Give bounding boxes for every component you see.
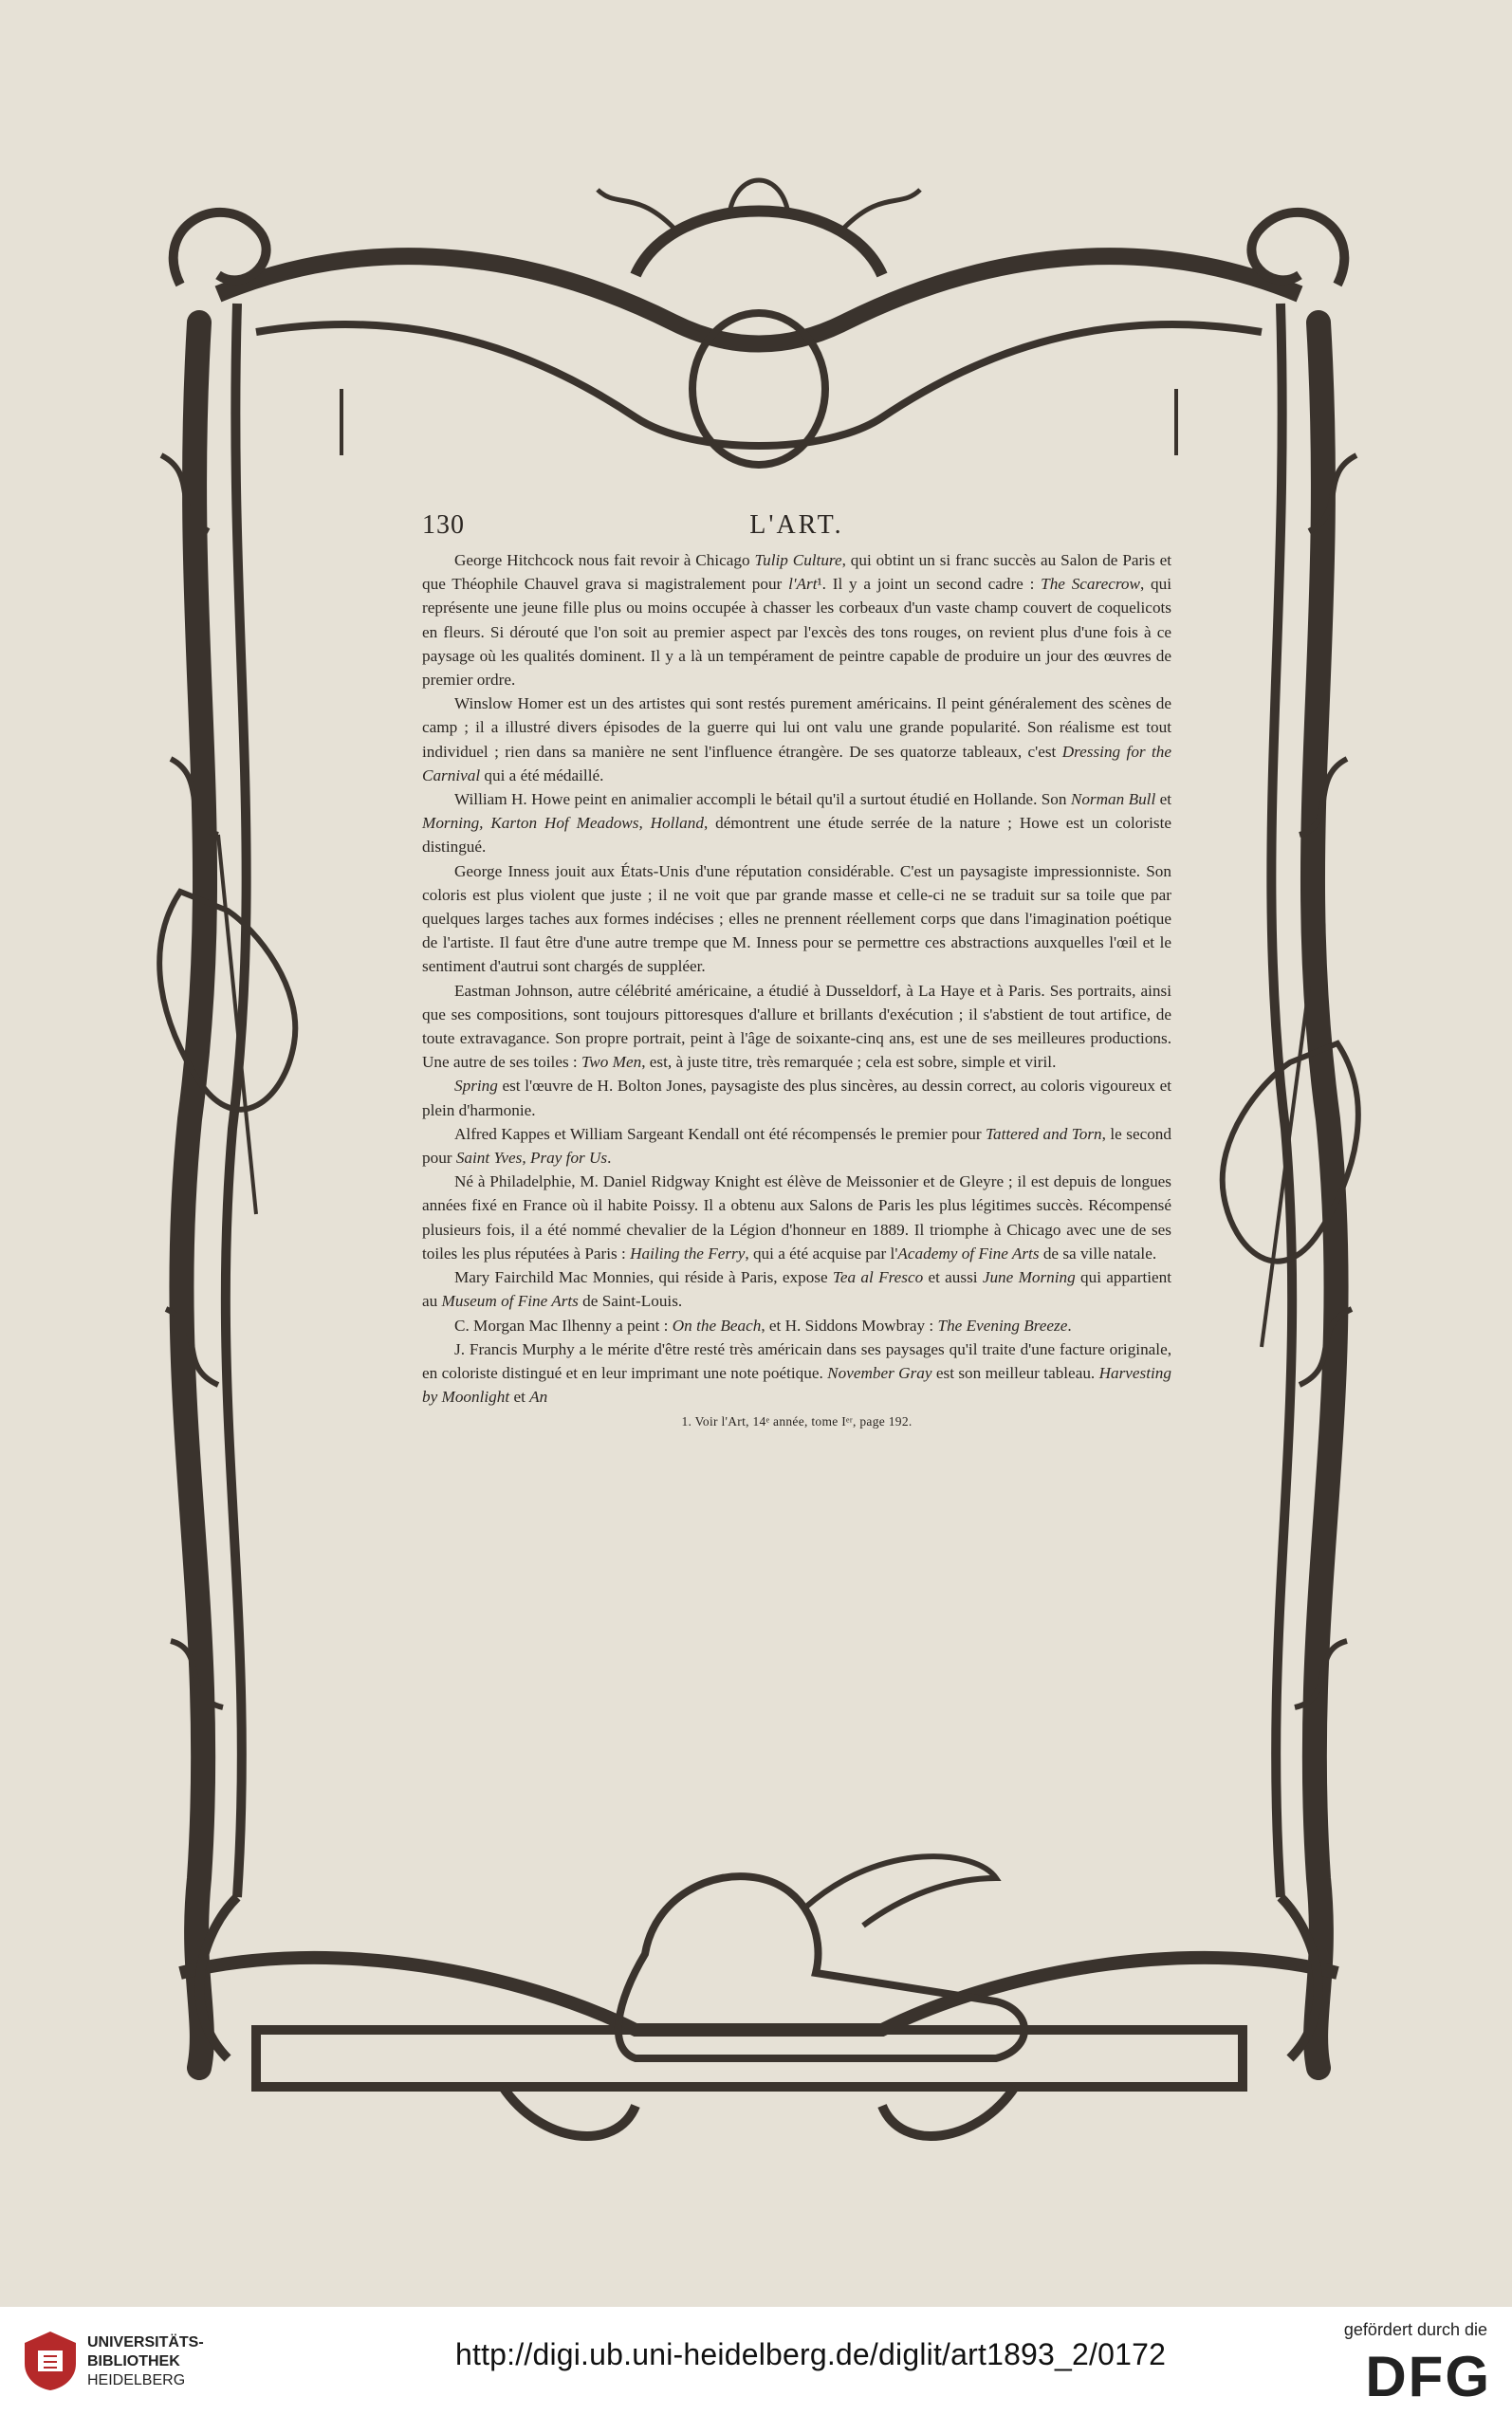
institution-line-1: UNIVERSITÄTS-	[87, 2334, 204, 2350]
source-url-link[interactable]: http://digi.ub.uni-heidelberg.de/diglit/art1893_2/0172	[455, 2337, 1167, 2371]
article-paragraph	[422, 1074, 1171, 1121]
text-run: William H. Howe peint en animalier accompli le bétail qu'il a surtout étudié en Hollande. Son	[454, 790, 1071, 809]
text-run: , est, à juste titre, très remarquée ; cela est sobre, simple et viril.	[641, 1053, 1057, 1072]
italic-title: Tattered and Torn	[986, 1124, 1102, 1143]
italic-title: Academy of Fine Arts	[897, 1244, 1040, 1263]
institution-name	[87, 2333, 204, 2390]
text-run: qui appartient au	[422, 1268, 1171, 1311]
article-paragraph	[422, 1122, 1171, 1170]
article-paragraph	[422, 979, 1171, 1075]
italic-title: l'Art	[788, 575, 818, 594]
italic-title: Morning, Karton Hof Meadows, Holland	[422, 814, 704, 833]
italic-title: The Evening Breeze	[937, 1316, 1068, 1335]
text-run: de sa ville natale.	[1039, 1244, 1157, 1263]
italic-title: Hailing the Ferry	[630, 1244, 746, 1263]
footnote: 1. Voir l'Art, 14ᵉ année, tome Iᵉʳ, page 192.	[681, 1414, 913, 1429]
article-paragraph	[422, 1314, 1171, 1337]
text-run: Eastman Johnson, autre célébrité américaine, a étudié à Dusseldorf, à La Haye et à Paris. Ses portraits, ainsi que ses compositions, sont toujours pittoresques d'allure et brillants d'exécution ; il s'abstient de tout artifice, de toute extravagance. Son propre portrait, peint à l'âge de soixante-cinq ans, est une de ses meilleures productions. Une autre de ses toiles :	[422, 981, 1171, 1072]
text-run: ¹. Il y a joint un second cadre :	[817, 575, 1042, 594]
text-run: et	[509, 1388, 530, 1407]
article-paragraph	[422, 1265, 1171, 1313]
text-run: qui a été médaillé.	[480, 765, 604, 784]
article-paragraph	[422, 1337, 1171, 1410]
text-run: Né à Philadelphie, M. Daniel Ridgway Knight est élève de Meissonier et de Gleyre ; il est depuis de longues années fixé en France où il habite Poissy. Il a obtenu aux Salons de Paris les plus légitimes succès. Récompensé plusieurs fois, il a été nommé chevalier de la Légion d'honneur en 1889. Il triomphe à Chicago avec une de ses toiles les plus réputées à Paris :	[422, 1172, 1171, 1263]
text-run: Mary Fairchild Mac Monnies, qui réside à Paris, expose	[454, 1268, 833, 1287]
italic-title: An	[529, 1388, 548, 1407]
text-run: est son meilleur tableau.	[931, 1363, 1099, 1382]
italic-title: Tea al Fresco	[832, 1268, 924, 1287]
text-run: de Saint-Louis.	[578, 1292, 683, 1311]
italic-title: June Morning	[982, 1268, 1076, 1287]
text-run: , démontrent une étude serrée de la nature ; Howe est un coloriste distingué.	[422, 814, 1171, 857]
italic-title: Two Men	[581, 1053, 642, 1072]
text-run: George Hitchcock nous fait revoir à Chicago	[454, 551, 755, 569]
italic-title: November Gray	[827, 1363, 932, 1382]
text-run: Winslow Homer est un des artistes qui sont restés purement américains. Il peint généralement des scènes de camp ; il a illustré divers épisodes de la guerre qui lui ont valu une grande popularité. Son réalisme est tout individuel ; rien dans sa manière ne sent l'influence étrangère. De ses quatorze tableaux, c'est	[422, 694, 1171, 761]
institution-line-2: BIBLIOTHEK	[87, 2353, 180, 2369]
text-run: Alfred Kappes et William Sargeant Kendall ont été récompensés le premier pour	[454, 1124, 986, 1143]
text-run: , le second pour	[422, 1124, 1171, 1168]
text-run: .	[1067, 1316, 1072, 1335]
university-seal-icon	[21, 2330, 80, 2392]
text-run: C. Morgan Mac Ilhenny a peint :	[454, 1316, 673, 1335]
text-run: , qui représente une jeune fille plus ou moins occupée à chasser les corbeaux d'un vaste champ couvert de coquelicots en fleurs. Si dérouté que l'on soit au premier aspect par l'excès des tons rouges, on revient plus d'une fois à ce paysage où les qualités dominent. Il y a là un tempérament de peintre capable de produire un jour des œuvres de premier ordre.	[422, 575, 1171, 690]
article-body	[422, 548, 1171, 1409]
italic-title: Dressing for the Carnival	[422, 742, 1171, 784]
text-run: et	[1155, 790, 1172, 809]
italic-title: Saint Yves, Pray for Us	[455, 1149, 608, 1168]
text-run: J. Francis Murphy a le mérite d'être resté très américain dans ses paysages qu'il traite d'une facture originale, en coloriste distingué et en leur imprimant une note poétique.	[422, 1339, 1171, 1382]
article-paragraph	[422, 691, 1171, 787]
page-number: 130	[422, 510, 465, 540]
viewer-footer	[0, 2307, 1512, 2415]
italic-title: Museum of Fine Arts	[441, 1292, 579, 1311]
italic-title: Harvesting by Moonlight	[422, 1363, 1171, 1407]
italic-title: Spring	[454, 1077, 498, 1096]
running-title: L'ART.	[749, 510, 844, 540]
running-head	[422, 510, 1171, 544]
text-run: , qui a été acquise par l'	[745, 1244, 898, 1263]
text-block	[422, 510, 1171, 1668]
dfg-logo: DFG	[1365, 2345, 1491, 2408]
text-run: est l'œuvre de H. Bolton Jones, paysagiste des plus sincères, au dessin correct, au coloris vigoureux et plein d'harmonie.	[422, 1077, 1171, 1119]
institution-line-3: HEIDELBERG	[87, 2372, 186, 2388]
funder-label: gefördert durch die	[1343, 2320, 1487, 2339]
text-run: et aussi	[923, 1268, 983, 1287]
text-run: .	[607, 1149, 612, 1168]
text-run: George Inness jouit aux États-Unis d'une réputation considérable. C'est un paysagiste impressionniste. Son coloris est plus violent que juste ; il ne voit que par grande masse et celle-ci ne se traduit sur sa toile que par quelques larges taches aux formes indécises ; elles ne prennent réellement corps que dans l'imagination poétique de l'artiste. Il faut être d'une autre trempe que M. Inness pour se permettre ces abstractions auxquelles l'œil et le sentiment d'autrui sont chargés de suppléer.	[422, 861, 1171, 976]
italic-title: The Scarecrow	[1041, 575, 1140, 594]
article-paragraph	[422, 859, 1171, 979]
italic-title: Tulip Culture	[754, 551, 842, 569]
italic-title: On the Beach	[672, 1316, 762, 1335]
article-paragraph	[422, 787, 1171, 859]
article-paragraph	[422, 548, 1171, 691]
article-paragraph	[422, 1170, 1171, 1265]
text-run: , qui obtint un si franc succès au Salon de Paris et que Théophile Chauvel grava si magistralement pour	[422, 551, 1171, 594]
text-run: , et H. Siddons Mowbray :	[761, 1316, 938, 1335]
italic-title: Norman Bull	[1070, 790, 1156, 809]
